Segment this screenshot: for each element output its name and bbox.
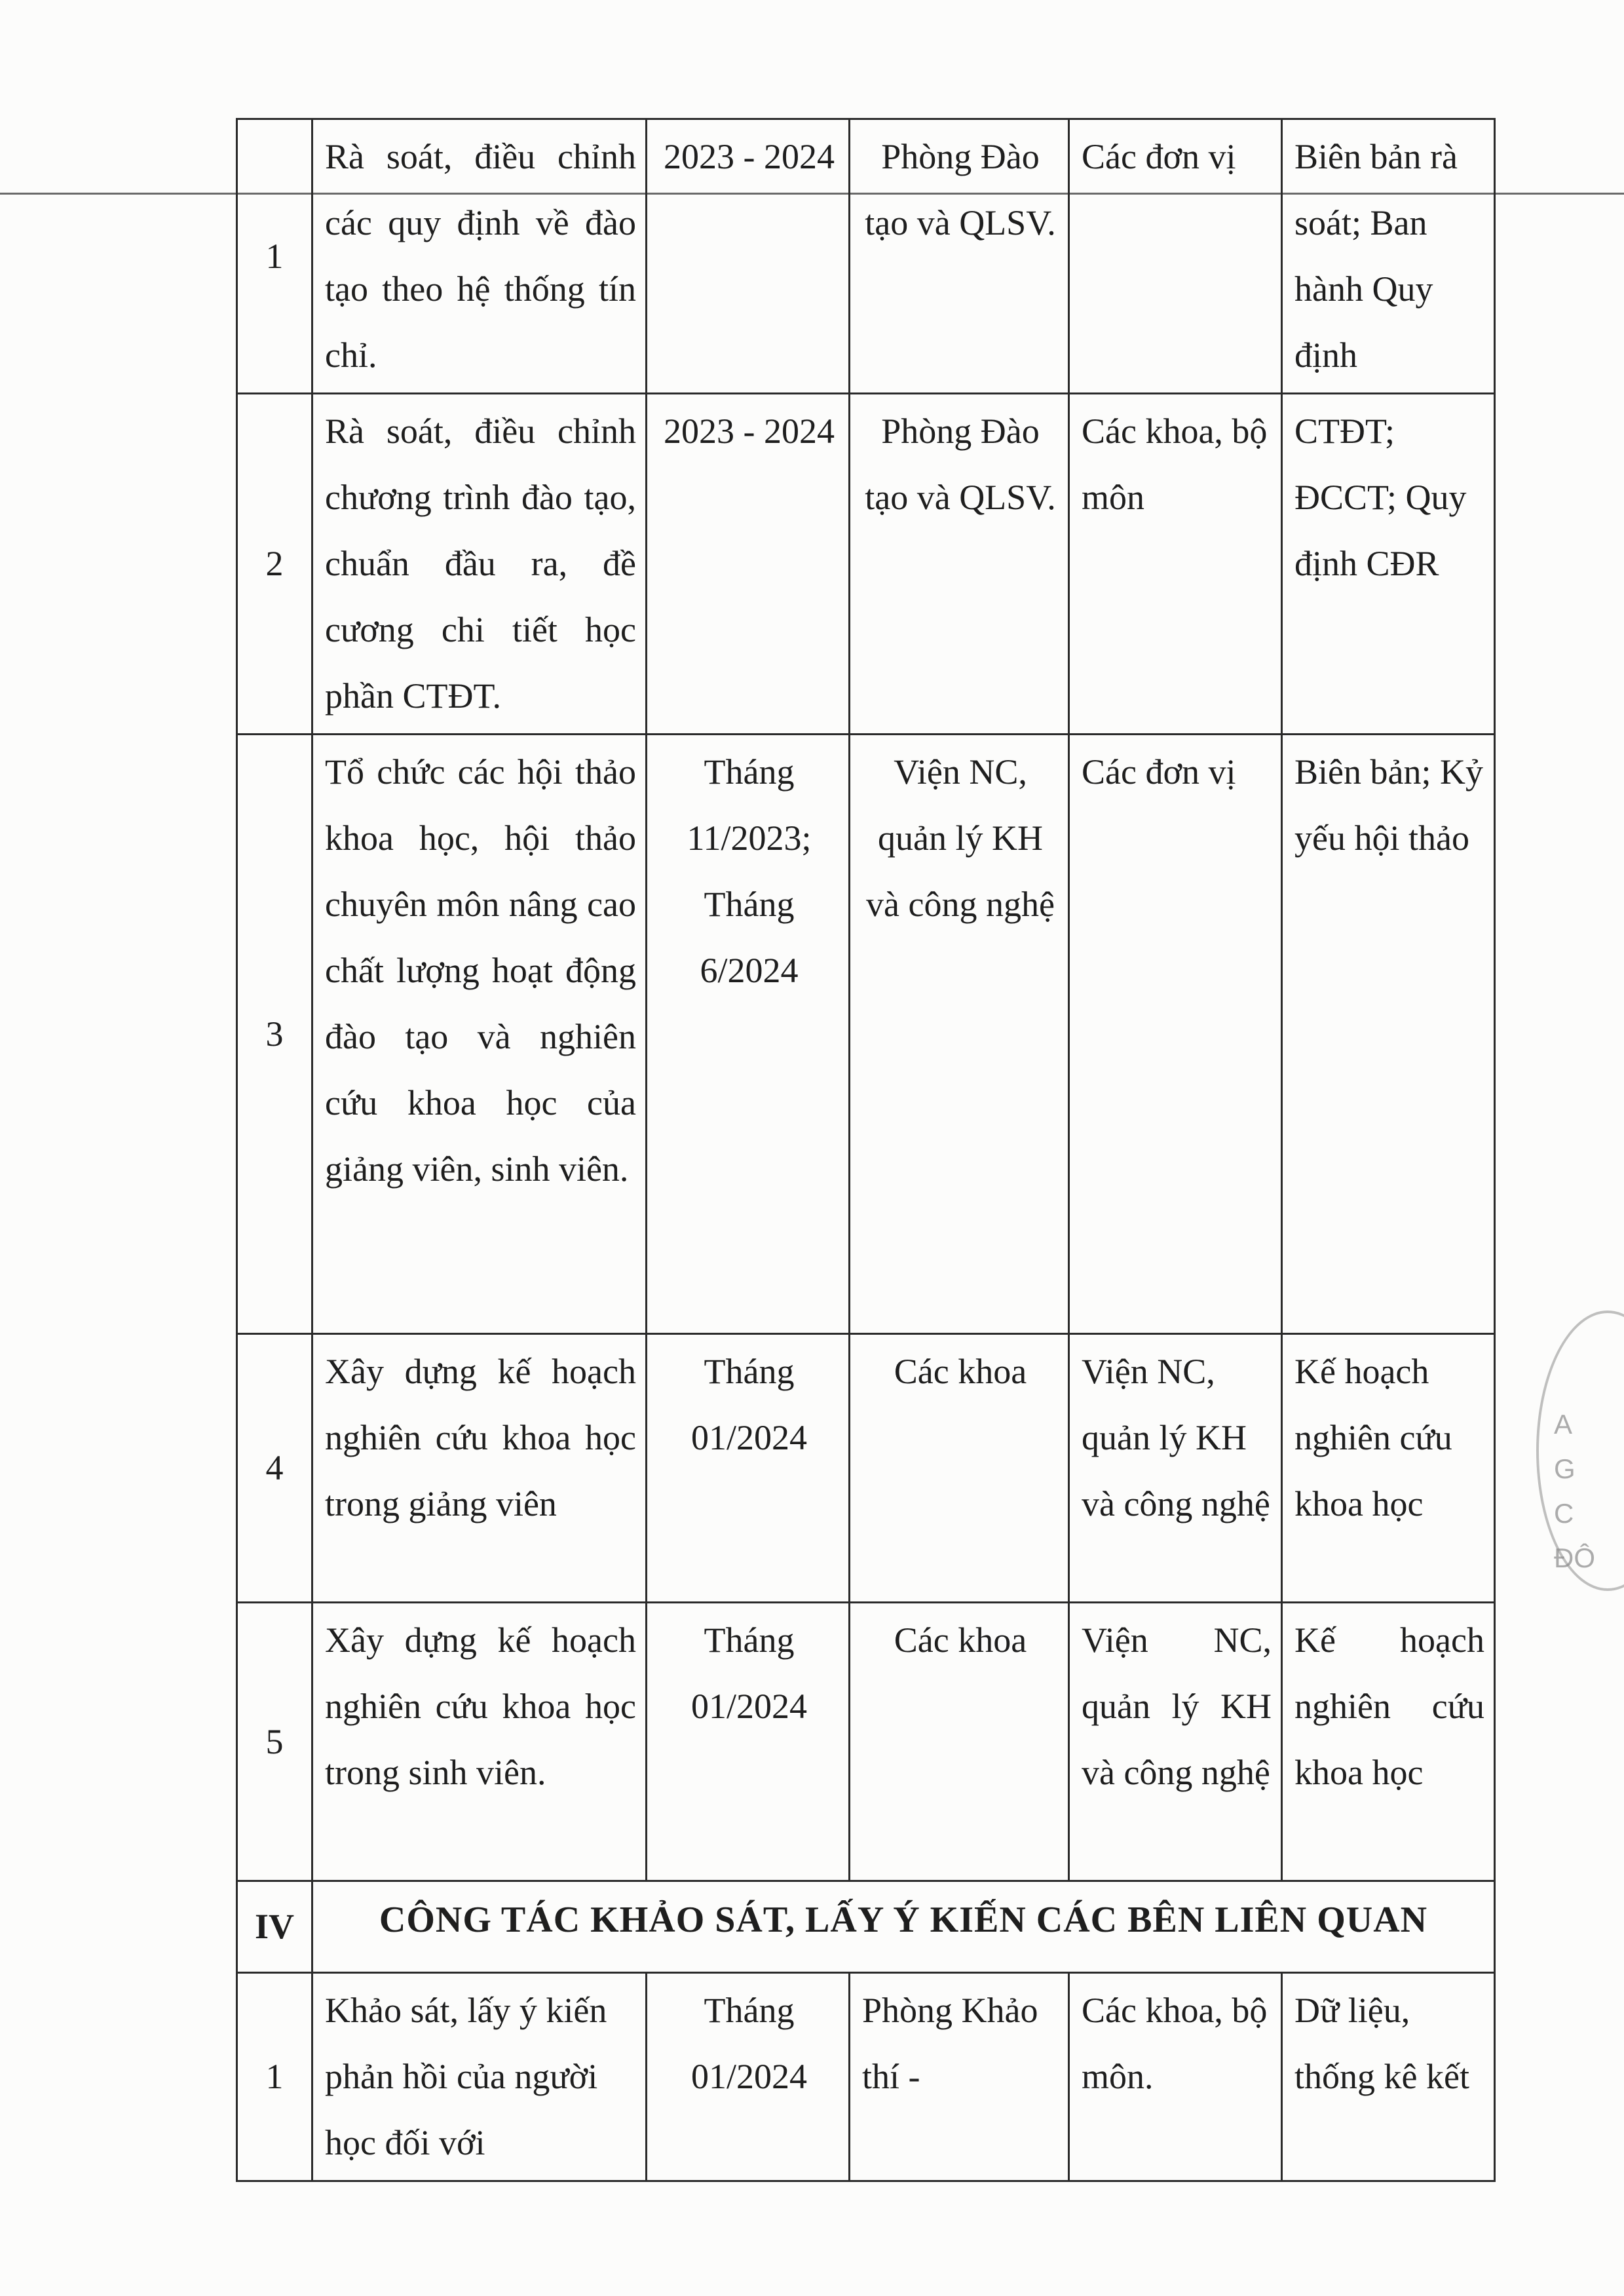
task-cell: Xây dựng kế hoạch nghiên cứu khoa học trong giảng viên	[312, 1334, 647, 1603]
time-cell: Tháng 01/2024	[647, 1334, 850, 1603]
product-cell: Biên bản; Kỷ yếu hội thảo	[1282, 735, 1495, 1334]
coop-unit-cell: Các đơn vị	[1069, 119, 1282, 394]
section-header-row	[237, 1881, 1495, 1973]
task-cell: Xây dựng kế hoạch nghiên cứu khoa học trong sinh viên.	[312, 1603, 647, 1881]
lead-unit-cell: Viện NC, quản lý KH và công nghệ	[850, 735, 1069, 1334]
table-row	[237, 394, 1495, 735]
table-row	[237, 1603, 1495, 1881]
product-cell: Kế hoạch nghiên cứu khoa học	[1282, 1603, 1495, 1881]
table-row	[237, 1973, 1495, 2181]
product-cell: CTĐT; ĐCCT; Quy định CĐR	[1282, 394, 1495, 735]
section-number: IV	[237, 1881, 312, 1973]
table-row	[237, 735, 1495, 1334]
plan-table	[236, 118, 1496, 2182]
row-number: 1	[237, 1973, 312, 2181]
lead-unit-cell: Phòng Khảo thí -	[850, 1973, 1069, 2181]
row-number: 1	[237, 119, 312, 394]
product-cell: Biên bản rà soát; Ban hành Quy định	[1282, 119, 1495, 394]
row-number: 3	[237, 735, 312, 1334]
row-number: 4	[237, 1334, 312, 1603]
coop-unit-cell: Các đơn vị	[1069, 735, 1282, 1334]
lead-unit-cell: Các khoa	[850, 1603, 1069, 1881]
time-cell: Tháng 01/2024	[647, 1973, 850, 2181]
task-cell: Rà soát, điều chỉnh các quy định về đào tạo theo hệ thống tín chỉ.	[312, 119, 647, 394]
row-number: 2	[237, 394, 312, 735]
time-cell: Tháng 11/2023; Tháng 6/2024	[647, 735, 850, 1334]
section-title: CÔNG TÁC KHẢO SÁT, LẤY Ý KIẾN CÁC BÊN LIÊN QUAN	[312, 1881, 1495, 1973]
time-cell: 2023 - 2024	[647, 394, 850, 735]
lead-unit-cell: Phòng Đào tạo và QLSV.	[850, 119, 1069, 394]
task-cell: Rà soát, điều chỉnh chương trình đào tạo, chuẩn đầu ra, đề cương chi tiết học phần CTĐT.	[312, 394, 647, 735]
time-cell: Tháng 01/2024	[647, 1603, 850, 1881]
table-row	[237, 1334, 1495, 1603]
lead-unit-cell: Các khoa	[850, 1334, 1069, 1603]
time-cell: 2023 - 2024	[647, 119, 850, 394]
coop-unit-cell: Các khoa, bộ môn	[1069, 394, 1282, 735]
lead-unit-cell: Phòng Đào tạo và QLSV.	[850, 394, 1069, 735]
coop-unit-cell: Viện NC, quản lý KH và công nghệ	[1069, 1603, 1282, 1881]
coop-unit-cell: Viện NC, quản lý KH và công nghệ	[1069, 1334, 1282, 1603]
task-cell: Khảo sát, lấy ý kiến phản hồi của người học đối với	[312, 1973, 647, 2181]
product-cell: Dữ liệu, thống kê kết	[1282, 1973, 1495, 2181]
stamp-fragment-text: A G C ĐÔ	[1554, 1409, 1595, 1573]
coop-unit-cell: Các khoa, bộ môn.	[1069, 1973, 1282, 2181]
table-row	[237, 119, 1495, 394]
task-cell: Tổ chức các hội thảo khoa học, hội thảo chuyên môn nâng cao chất lượng hoạt động đào tạo và nghiên cứu khoa học của giảng viên, sinh viên.	[312, 735, 647, 1334]
row-number: 5	[237, 1603, 312, 1881]
product-cell: Kế hoạch nghiên cứu khoa học	[1282, 1334, 1495, 1603]
